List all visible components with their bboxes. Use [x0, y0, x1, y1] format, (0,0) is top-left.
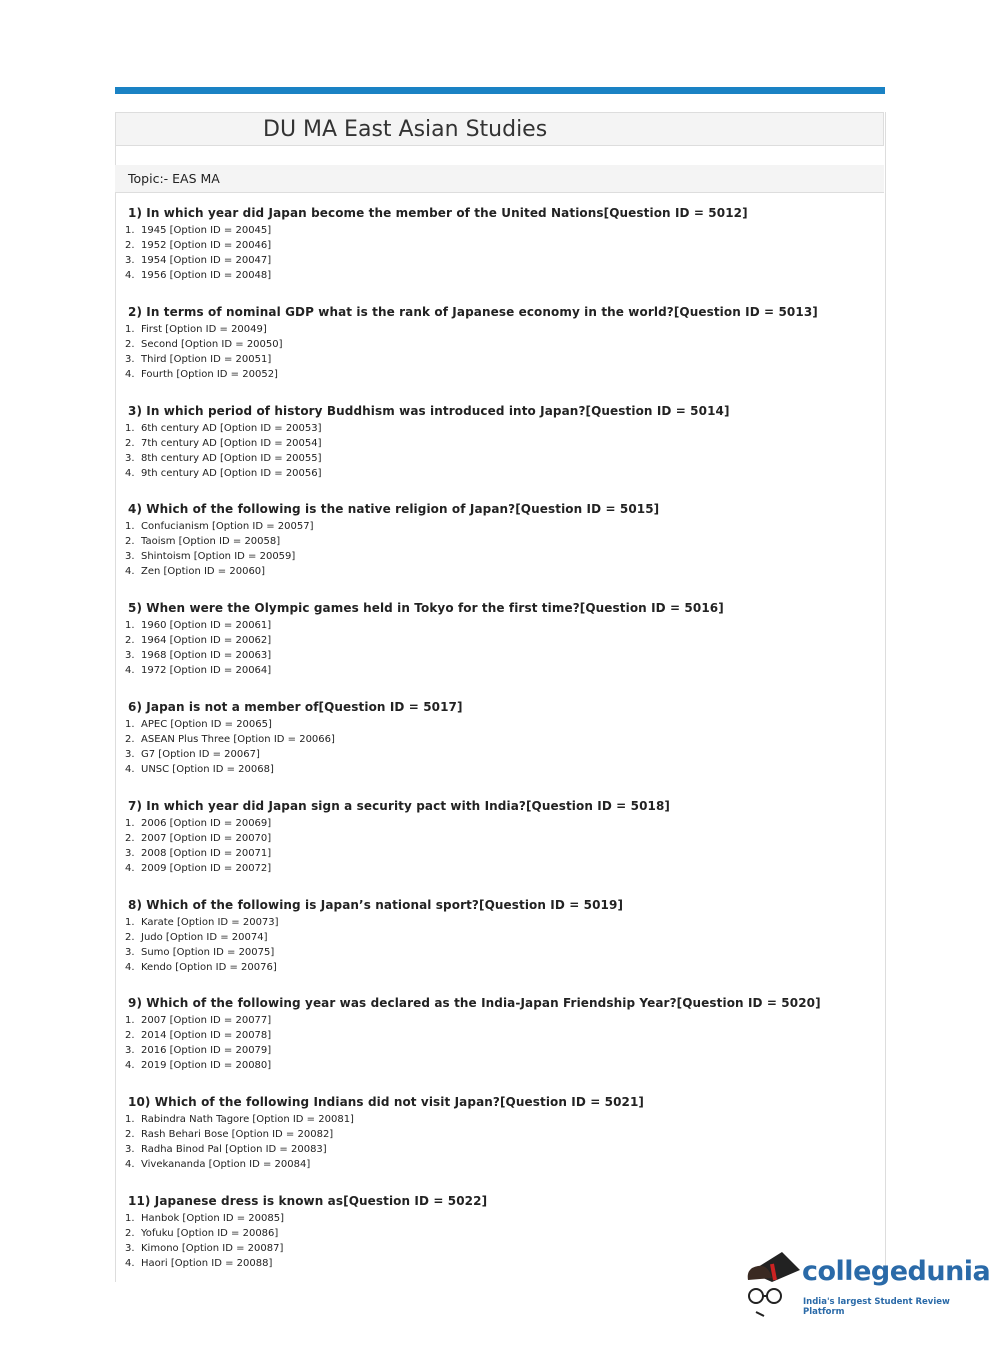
option-number: 2.	[125, 635, 135, 647]
option-item	[125, 322, 865, 337]
option-item	[125, 633, 865, 648]
question-block	[125, 404, 865, 481]
option-item	[125, 466, 865, 481]
option-number: 3.	[125, 749, 135, 760]
option-item	[125, 663, 865, 678]
option-number: 1.	[125, 1114, 135, 1126]
option-text: Fourth [Option ID = 20052]	[141, 368, 278, 380]
option-item	[125, 352, 865, 367]
option-text: 9th century AD [Option ID = 20056]	[141, 467, 322, 479]
option-number: 3.	[125, 452, 135, 464]
question-text: 6) Japan is not a member of[Question ID = 5017]	[128, 700, 463, 714]
option-item	[125, 549, 865, 564]
option-number: 4.	[125, 1258, 135, 1269]
option-item	[125, 747, 865, 762]
option-text: G7 [Option ID = 20067]	[141, 749, 260, 760]
option-item	[125, 831, 865, 846]
option-number: 4.	[125, 1060, 135, 1072]
option-item	[125, 1058, 865, 1073]
option-item	[125, 223, 865, 238]
topic-row: Topic:- EAS MA	[115, 165, 884, 193]
option-number: 2.	[125, 536, 135, 548]
option-text: 1945 [Option ID = 20045]	[141, 225, 272, 236]
option-item	[125, 519, 865, 534]
option-item	[125, 930, 865, 945]
title-header	[115, 112, 884, 146]
question-text: 7) In which year did Japan sign a security pact with India?[Question ID = 5018]	[128, 798, 670, 813]
option-item	[125, 618, 865, 633]
option-item	[125, 1142, 865, 1157]
option-item	[125, 421, 865, 436]
option-number: 2.	[125, 931, 135, 943]
question-block	[125, 700, 865, 777]
question-text: 8) Which of the following is Japan’s national sport?[Question ID = 5019]	[128, 897, 624, 912]
option-item	[125, 846, 865, 861]
page-title: DU MA East Asian Studies	[263, 117, 548, 142]
option-number: 1.	[125, 620, 135, 632]
option-text: 8th century AD [Option ID = 20055]	[141, 452, 322, 464]
option-number: 3.	[125, 353, 135, 365]
option-item	[125, 253, 865, 268]
option-text: 1972 [Option ID = 20064]	[141, 665, 272, 677]
option-text: First [Option ID = 20049]	[141, 323, 267, 335]
question-text: 11) Japanese dress is known as[Question ID = 5022]	[128, 1194, 488, 1208]
option-item	[125, 1028, 865, 1043]
option-number: 1.	[125, 817, 135, 829]
option-item	[125, 534, 865, 549]
question-text: 9) Which of the following year was declared as the India-Japan Friendship Year?[Question ID = 5020]	[128, 996, 821, 1011]
option-number: 4.	[125, 862, 135, 874]
option-text: Shintoism [Option ID = 20059]	[141, 551, 296, 563]
option-item	[125, 648, 865, 663]
question-text: 10) Which of the following Indians did not visit Japan?[Question ID = 5021]	[128, 1095, 645, 1110]
option-number: 2.	[125, 1129, 135, 1141]
option-item	[125, 762, 865, 777]
option-text: Kendo [Option ID = 20076]	[141, 961, 277, 973]
option-number: 3.	[125, 551, 135, 563]
option-number: 2.	[125, 338, 135, 350]
option-item	[125, 268, 865, 283]
option-text: Confucianism [Option ID = 20057]	[141, 521, 314, 533]
option-text: 2014 [Option ID = 20078]	[141, 1030, 272, 1042]
option-text: Karate [Option ID = 20073]	[141, 916, 279, 928]
option-text: Yofuku [Option ID = 20086]	[141, 1228, 279, 1239]
option-text: Vivekananda [Option ID = 20084]	[141, 1159, 311, 1171]
option-text: 7th century AD [Option ID = 20054]	[141, 437, 322, 449]
question-text: 2) In terms of nominal GDP what is the rank of Japanese economy in the world?[Question ID = 5013]	[128, 304, 818, 319]
logo-tagline: India's largest Student Review Platform	[803, 1297, 950, 1317]
option-text: 1954 [Option ID = 20047]	[141, 255, 272, 266]
option-text: Rash Behari Bose [Option ID = 20082]	[141, 1129, 334, 1141]
option-text: 1964 [Option ID = 20062]	[141, 635, 272, 647]
option-number: 4.	[125, 467, 135, 479]
option-text: Taoism [Option ID = 20058]	[141, 536, 281, 548]
option-text: Rabindra Nath Tagore [Option ID = 20081]	[141, 1114, 354, 1126]
option-number: 1.	[125, 1015, 135, 1027]
option-text: 2016 [Option ID = 20079]	[141, 1045, 272, 1057]
option-text: Judo [Option ID = 20074]	[141, 931, 268, 943]
logo-name: collegedunia	[802, 1256, 991, 1287]
option-number: 2.	[125, 1228, 135, 1239]
option-text: 2019 [Option ID = 20080]	[141, 1060, 272, 1072]
question-text: 4) Which of the following is the native religion of Japan?[Question ID = 5015]	[128, 502, 660, 517]
option-text: 2007 [Option ID = 20077]	[141, 1015, 272, 1027]
option-text: 2008 [Option ID = 20071]	[141, 847, 272, 859]
option-text: 2009 [Option ID = 20072]	[141, 862, 272, 874]
option-number: 2.	[125, 832, 135, 844]
option-number: 1.	[125, 719, 135, 730]
option-item	[125, 915, 865, 930]
option-number: 3.	[125, 1243, 135, 1254]
option-item	[125, 1127, 865, 1142]
question-block	[125, 1095, 865, 1172]
option-text: 1968 [Option ID = 20063]	[141, 650, 272, 662]
option-text: Radha Binod Pal [Option ID = 20083]	[141, 1144, 327, 1156]
option-item	[125, 732, 865, 747]
option-item	[125, 861, 865, 876]
option-text: Zen [Option ID = 20060]	[141, 566, 266, 578]
question-block	[125, 601, 865, 678]
option-number: 2.	[125, 240, 135, 251]
option-number: 4.	[125, 1159, 135, 1171]
option-number: 3.	[125, 1144, 135, 1156]
collegedunia-logo	[742, 1250, 991, 1320]
option-text: 2006 [Option ID = 20069]	[141, 817, 272, 829]
option-number: 4.	[125, 368, 135, 380]
option-item	[125, 367, 865, 382]
option-number: 1.	[125, 225, 135, 236]
option-text: Haori [Option ID = 20088]	[141, 1258, 273, 1269]
option-item	[125, 717, 865, 732]
question-block	[125, 502, 865, 579]
option-number: 1.	[125, 916, 135, 928]
question-text: 3) In which period of history Buddhism was introduced into Japan?[Question ID = 5014]	[128, 403, 730, 418]
option-text: 1960 [Option ID = 20061]	[141, 620, 272, 632]
option-item	[125, 564, 865, 579]
question-text: 1) In which year did Japan become the member of the United Nations[Question ID = 5012]	[128, 206, 748, 220]
option-item	[125, 337, 865, 352]
option-item	[125, 816, 865, 831]
option-number: 1.	[125, 1213, 135, 1224]
option-text: Second [Option ID = 20050]	[141, 338, 283, 350]
option-number: 2.	[125, 1030, 135, 1042]
option-text: ASEAN Plus Three [Option ID = 20066]	[141, 734, 335, 745]
option-item	[125, 945, 865, 960]
option-number: 3.	[125, 847, 135, 859]
option-item	[125, 960, 865, 975]
option-item	[125, 238, 865, 253]
option-text: Sumo [Option ID = 20075]	[141, 946, 275, 958]
option-text: Kimono [Option ID = 20087]	[141, 1243, 284, 1254]
question-block	[125, 996, 865, 1073]
option-number: 2.	[125, 437, 135, 449]
option-item	[125, 1013, 865, 1028]
spacer-row	[115, 146, 884, 166]
option-number: 4.	[125, 961, 135, 973]
option-text: UNSC [Option ID = 20068]	[141, 764, 274, 775]
top-accent-bar	[115, 87, 885, 94]
question-block	[125, 799, 865, 876]
option-item	[125, 1211, 865, 1226]
option-item	[125, 1226, 865, 1241]
option-number: 4.	[125, 764, 135, 775]
option-number: 4.	[125, 270, 135, 281]
question-block	[125, 898, 865, 975]
mascot-icon	[742, 1250, 802, 1320]
option-text: 6th century AD [Option ID = 20053]	[141, 422, 322, 434]
option-number: 1.	[125, 323, 135, 335]
option-text: APEC [Option ID = 20065]	[141, 719, 272, 730]
option-number: 4.	[125, 665, 135, 677]
option-item	[125, 1112, 865, 1127]
option-number: 3.	[125, 946, 135, 958]
option-number: 4.	[125, 566, 135, 578]
option-number: 3.	[125, 1045, 135, 1057]
option-text: 1956 [Option ID = 20048]	[141, 270, 272, 281]
option-text: 1952 [Option ID = 20046]	[141, 240, 272, 251]
option-number: 1.	[125, 422, 135, 434]
option-number: 3.	[125, 650, 135, 662]
option-text: Hanbok [Option ID = 20085]	[141, 1213, 284, 1224]
question-text: 5) When were the Olympic games held in Tokyo for the first time?[Question ID = 5016]	[128, 601, 724, 616]
option-item	[125, 436, 865, 451]
option-text: Third [Option ID = 20051]	[141, 353, 272, 365]
option-item	[125, 1157, 865, 1172]
question-block	[125, 305, 865, 382]
option-item	[125, 451, 865, 466]
option-number: 1.	[125, 521, 135, 533]
option-text: 2007 [Option ID = 20070]	[141, 832, 272, 844]
option-number: 2.	[125, 734, 135, 745]
option-number: 3.	[125, 255, 135, 266]
question-block	[125, 206, 865, 283]
option-item	[125, 1043, 865, 1058]
